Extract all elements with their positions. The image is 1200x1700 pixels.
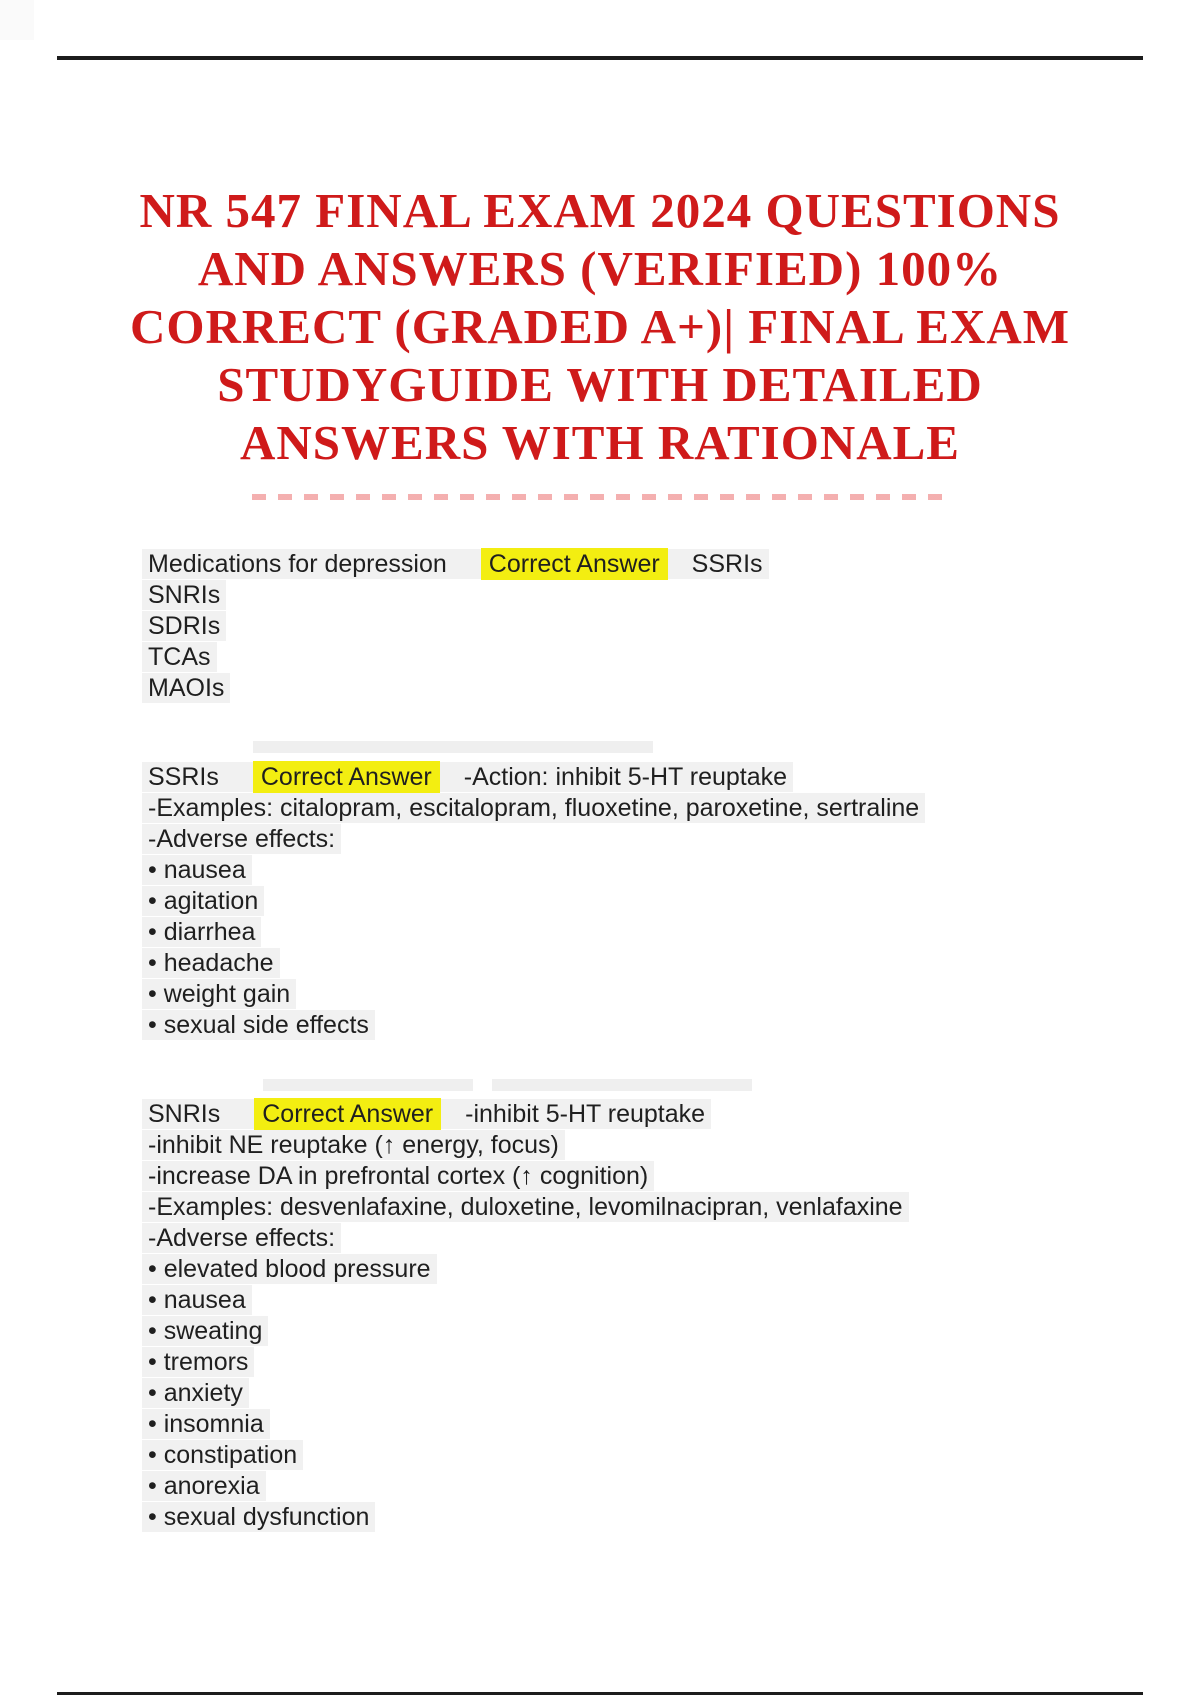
question-text: SNRIs <box>148 1100 221 1128</box>
line-background: • elevated blood pressure <box>142 1254 437 1284</box>
line-background: • nausea <box>142 855 252 885</box>
answer-bullet-line <box>148 948 1128 979</box>
answer-line <box>148 611 1128 642</box>
qa-first-line <box>148 549 1128 580</box>
answer-bullet-line <box>148 1378 1128 1409</box>
answer-inline-text: SSRIs <box>691 550 763 578</box>
answer-bullet-line <box>148 1440 1128 1471</box>
correct-answer-highlight: Correct Answer <box>253 761 440 793</box>
line-background: • agitation <box>142 886 264 916</box>
answer-bullet-line <box>148 1347 1128 1378</box>
question-text: SSRIs <box>148 763 219 791</box>
line-background: • diarrhea <box>142 917 261 947</box>
correct-answer-highlight: Correct Answer <box>481 548 668 580</box>
answer-bullet-line <box>148 1010 1128 1041</box>
answer-line <box>148 824 1128 855</box>
line-background: • constipation <box>142 1440 303 1470</box>
qa-first-line <box>148 1099 1128 1130</box>
answer-line <box>148 793 1128 824</box>
answer-line <box>148 1223 1128 1254</box>
qa-content <box>148 549 1128 1533</box>
line-background: • sweating <box>142 1316 268 1346</box>
line-background: -Adverse effects: <box>142 824 341 854</box>
line-background: -inhibit NE reuptake (↑ energy, focus) <box>142 1130 565 1160</box>
answer-bullet-line <box>148 917 1128 948</box>
answer-bullet-line <box>148 1502 1128 1533</box>
qa-first-line <box>148 762 1128 793</box>
bottom-horizontal-rule <box>57 1692 1143 1695</box>
document-title <box>0 182 1200 472</box>
answer-line <box>148 642 1128 673</box>
line-background: • weight gain <box>142 979 296 1009</box>
title-line: NR 547 FINAL EXAM 2024 QUESTIONS <box>139 183 1061 238</box>
qa-block <box>148 762 1128 1041</box>
spacer <box>440 784 464 785</box>
line-background: MAOIs <box>142 673 230 703</box>
cropped-red-text-artifact <box>252 494 952 500</box>
line-background: SNRIs <box>142 580 226 610</box>
line-background: • anxiety <box>142 1378 249 1408</box>
answer-bullet-line <box>148 979 1128 1010</box>
correct-answer-highlight: Correct Answer <box>254 1098 441 1130</box>
answer-bullet-line <box>148 886 1128 917</box>
answer-line <box>148 580 1128 611</box>
qa-block <box>148 1099 1128 1533</box>
scan-corner-artifact <box>0 0 34 40</box>
spacer <box>668 571 692 572</box>
answer-bullet-line <box>148 1316 1128 1347</box>
title-line: AND ANSWERS (VERIFIED) 100% <box>197 241 1003 296</box>
line-background <box>142 549 769 579</box>
answer-bullet-line <box>148 1471 1128 1502</box>
line-background: • nausea <box>142 1285 252 1315</box>
answer-line <box>148 1192 1128 1223</box>
title-line: CORRECT (GRADED A+)| FINAL EXAM <box>130 299 1070 354</box>
title-line: ANSWERS WITH RATIONALE <box>240 415 960 470</box>
qa-block <box>148 549 1128 704</box>
answer-line <box>148 673 1128 704</box>
answer-bullet-line <box>148 1409 1128 1440</box>
line-background <box>142 762 793 792</box>
line-background: -Examples: desvenlafaxine, duloxetine, levomilnacipran, venlafaxine <box>142 1192 909 1222</box>
spacer <box>447 571 481 572</box>
answer-inline-text: -Action: inhibit 5-HT reuptake <box>463 763 788 791</box>
spacer <box>219 784 253 785</box>
line-background: -increase DA in prefrontal cortex (↑ cognition) <box>142 1161 654 1191</box>
answer-inline-text: -inhibit 5-HT reuptake <box>465 1100 706 1128</box>
line-background: • tremors <box>142 1347 254 1377</box>
answer-bullet-line <box>148 855 1128 886</box>
line-background <box>142 1099 711 1129</box>
answer-bullet-line <box>148 1285 1128 1316</box>
spacer <box>441 1121 465 1122</box>
line-background: TCAs <box>142 642 217 672</box>
spacer <box>220 1121 254 1122</box>
line-background: • sexual side effects <box>142 1010 375 1040</box>
answer-bullet-line <box>148 1254 1128 1285</box>
answer-line <box>148 1161 1128 1192</box>
line-background: • anorexia <box>142 1471 266 1501</box>
line-background: • headache <box>142 948 280 978</box>
title-line: STUDYGUIDE WITH DETAILED <box>217 357 983 412</box>
line-background: • sexual dysfunction <box>142 1502 375 1532</box>
line-background: • insomnia <box>142 1409 270 1439</box>
line-background: SDRIs <box>142 611 226 641</box>
top-horizontal-rule <box>57 56 1143 60</box>
answer-line <box>148 1130 1128 1161</box>
line-background: -Adverse effects: <box>142 1223 341 1253</box>
question-text: Medications for depression <box>148 550 447 578</box>
line-background: -Examples: citalopram, escitalopram, fluoxetine, paroxetine, sertraline <box>142 793 925 823</box>
